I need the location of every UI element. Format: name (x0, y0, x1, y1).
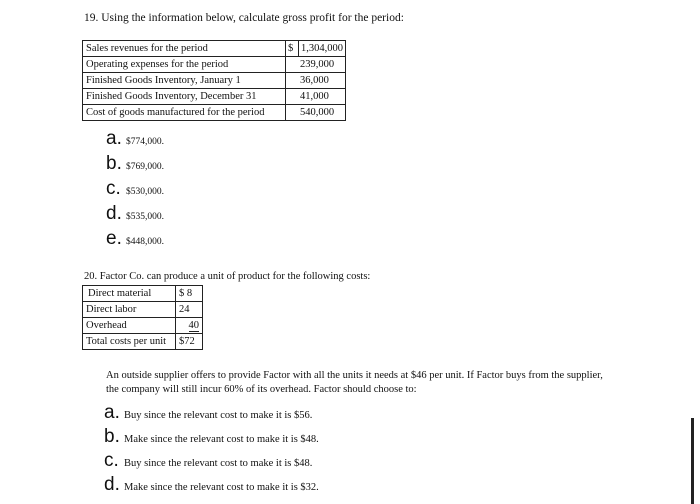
choice-letter: b. (106, 153, 122, 174)
scrollbar[interactable] (691, 418, 694, 504)
choice-text: $530,000. (126, 187, 164, 197)
q19-choice-a[interactable] (106, 128, 164, 150)
row-label: Cost of goods manufactured for the period (83, 105, 286, 121)
table-row (83, 105, 346, 121)
table-row (83, 73, 346, 89)
question-19-title: 19. Using the information below, calculate gross profit for the period: (84, 12, 404, 24)
row-value (286, 41, 346, 57)
q20-choice-d[interactable] (104, 474, 319, 496)
table-row (83, 318, 203, 334)
row-label: Total costs per unit (83, 334, 176, 350)
choice-text: $769,000. (126, 162, 164, 172)
row-label: Overhead (83, 318, 176, 334)
row-label: Direct material (83, 286, 176, 302)
choice-text: $774,000. (126, 137, 164, 147)
row-value: 36,000 (286, 73, 346, 89)
choice-letter: d. (106, 203, 122, 224)
table-row (83, 334, 203, 350)
table-row (83, 89, 346, 105)
table-row (83, 41, 346, 57)
choice-letter: e. (106, 228, 122, 249)
choice-text: Buy since the relevant cost to make it is $48. (124, 458, 313, 469)
row-label: Operating expenses for the period (83, 57, 286, 73)
row-label: Finished Goods Inventory, December 31 (83, 89, 286, 105)
table-row (83, 57, 346, 73)
choice-text: Make since the relevant cost to make it is $48. (124, 434, 319, 445)
row-label: Direct labor (83, 302, 176, 318)
row-label: Sales revenues for the period (83, 41, 286, 57)
q20-choice-c[interactable] (104, 450, 312, 472)
q20-choice-a[interactable] (104, 402, 312, 424)
choice-letter: a. (106, 128, 122, 149)
choice-letter: c. (104, 450, 119, 471)
choice-text: Buy since the relevant cost to make it is $56. (124, 410, 313, 421)
question-20-title: 20. Factor Co. can produce a unit of product for the following costs: (84, 271, 371, 282)
choice-letter: a. (104, 402, 120, 423)
value-text: 40 (188, 320, 199, 331)
question-19-table (82, 40, 346, 121)
question-20-table (82, 285, 203, 350)
row-value: 24 (176, 302, 203, 318)
row-value (176, 318, 203, 334)
q19-choice-d[interactable] (106, 203, 164, 225)
row-label: Finished Goods Inventory, January 1 (83, 73, 286, 89)
table-row (83, 302, 203, 318)
choice-letter: c. (106, 178, 121, 199)
row-value: 540,000 (286, 105, 346, 121)
q19-choice-c[interactable] (106, 178, 164, 200)
value-text: 1,304,000 (301, 43, 343, 54)
q19-choice-b[interactable] (106, 153, 164, 175)
choice-text: $448,000. (126, 237, 164, 247)
dollar-prefix: $ (288, 41, 299, 56)
choice-text: $535,000. (126, 212, 164, 222)
q19-choice-e[interactable] (106, 228, 164, 250)
q20-choice-b[interactable] (104, 426, 319, 448)
choice-letter: d. (104, 474, 120, 495)
row-value: 41,000 (286, 89, 346, 105)
question-20-paragraph: An outside supplier offers to provide Factor with all the units it needs at $46 per unit. If Factor buys from the supplier, the company will still incur 60% of its overhead. Factor should choose to: (106, 370, 603, 395)
row-value: $72 (176, 334, 203, 350)
row-value: 239,000 (286, 57, 346, 73)
table-row (83, 286, 203, 302)
choice-letter: b. (104, 426, 120, 447)
choice-text: Make since the relevant cost to make it is $32. (124, 482, 319, 493)
row-value: $ 8 (176, 286, 203, 302)
